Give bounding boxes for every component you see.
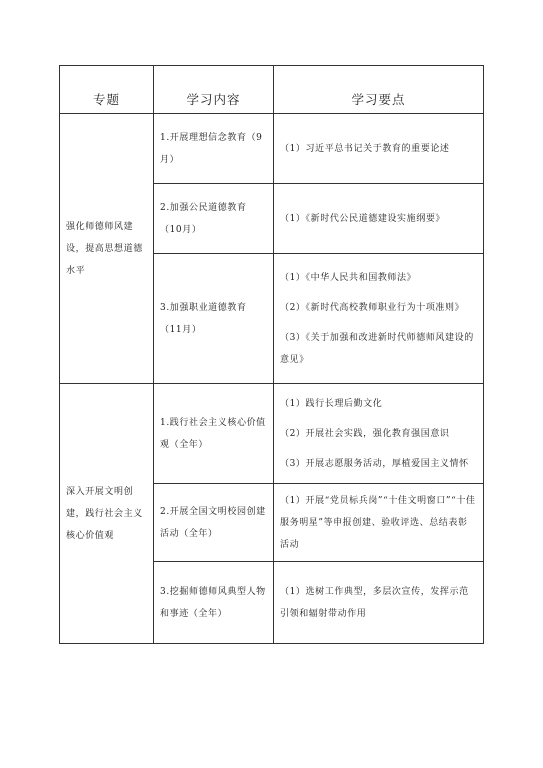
point-item: （3）开展志愿服务活动，厚植爱国主义情怀 xyxy=(280,458,469,469)
content-cell: 2.加强公民道德教育（10月） xyxy=(154,184,274,254)
points-cell xyxy=(274,114,484,184)
topic-cell: 强化师德师风建设，提高思想道德水平 xyxy=(60,114,154,384)
points-cell xyxy=(274,562,484,644)
point-item: （1）习近平总书记关于教育的重要论述 xyxy=(280,143,450,154)
point-item: （1）《中华人民共和国教师法》 xyxy=(280,272,417,283)
study-plan-table xyxy=(59,65,484,644)
content-cell: 1.践行社会主义核心价值观（全年） xyxy=(154,384,274,484)
content-cell: 2.开展全国文明校园创建活动（全年） xyxy=(154,484,274,562)
point-item: （3）《关于加强和改进新时代师德师风建设的意见》 xyxy=(280,332,474,365)
table-row xyxy=(60,384,484,484)
point-item: （2）《新时代高校教师职业行为十项准则》 xyxy=(280,302,465,313)
header-topic: 专题 xyxy=(60,66,154,114)
topic-cell: 深入开展文明创建，践行社会主义核心价值观 xyxy=(60,384,154,644)
points-cell xyxy=(274,484,484,562)
point-item: （1）践行长理后勤文化 xyxy=(280,398,383,409)
table-row xyxy=(60,114,484,184)
point-item: （1）《新时代公民道德建设实施纲要》 xyxy=(280,213,446,224)
point-item: （1）开展“党员标兵岗”“十佳文明窗口”“十佳服务明星”等申报创建、验收评选、总结表彰活动 xyxy=(280,495,476,550)
content-cell: 1.开展理想信念教育（9月） xyxy=(154,114,274,184)
points-cell xyxy=(274,384,484,484)
points-cell xyxy=(274,184,484,254)
header-content: 学习内容 xyxy=(154,66,274,114)
points-cell xyxy=(274,254,484,384)
point-item: （2）开展社会实践，强化教育强国意识 xyxy=(280,428,450,439)
content-cell: 3.加强职业道德教育（11月） xyxy=(154,254,274,384)
header-points: 学习要点 xyxy=(274,66,484,114)
point-item: （1）选树工作典型，多层次宣传，发挥示范引领和辐射带动作用 xyxy=(280,586,469,619)
header-row xyxy=(60,66,484,114)
content-cell: 3.挖掘师德师风典型人物和事迹（全年） xyxy=(154,562,274,644)
